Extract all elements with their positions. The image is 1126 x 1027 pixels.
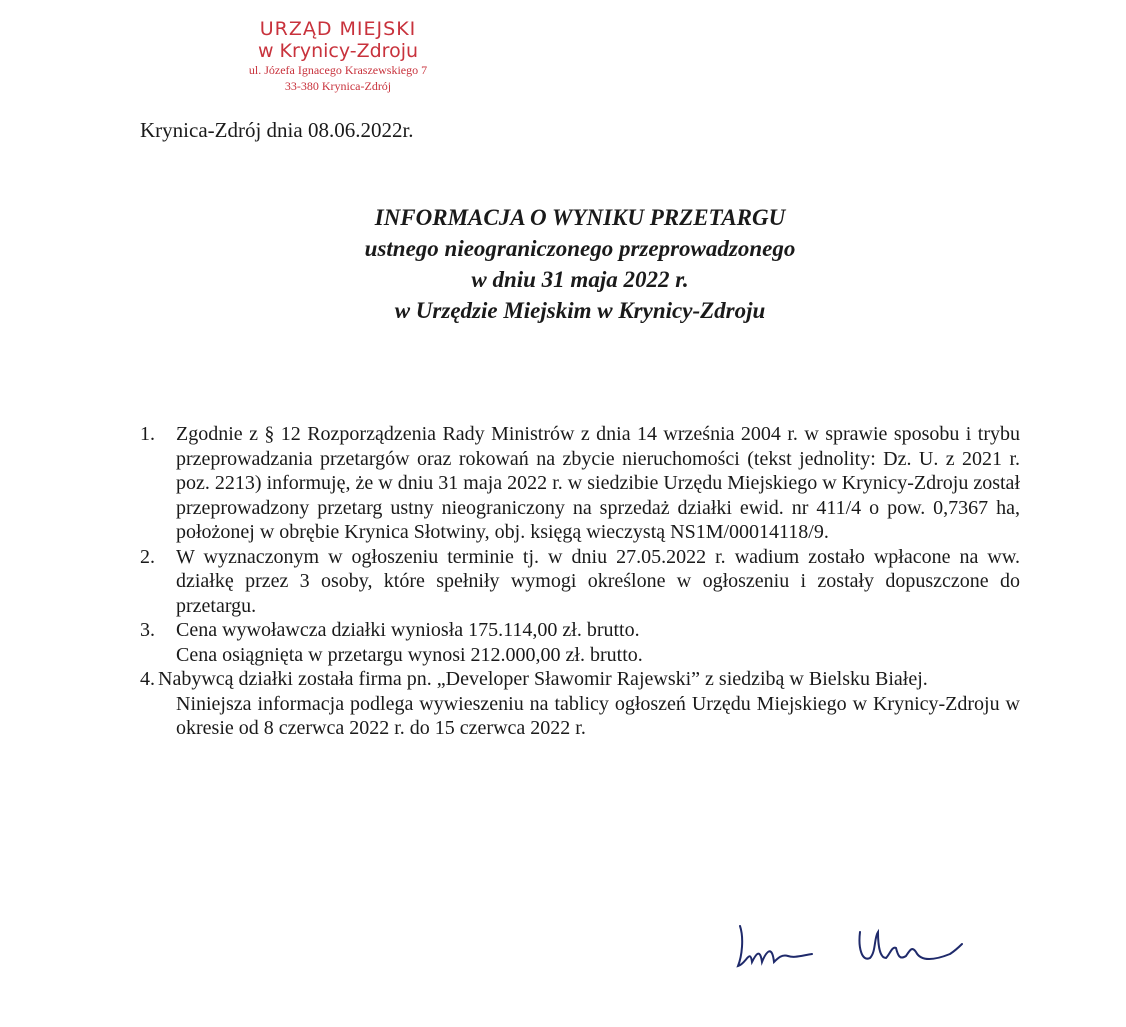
document-heading <box>200 202 960 326</box>
stamp-line-2: w Krynicy-Zdroju <box>257 40 419 62</box>
stamp-line-1: URZĄD MIEJSKI <box>259 18 417 40</box>
heading-line-1: INFORMACJA O WYNIKU PRZETARGU <box>374 205 786 230</box>
heading-line-4: w Urzędzie Miejskim w Krynicy-Zdroju <box>394 298 766 323</box>
heading-line-3: w dniu 31 maja 2022 r. <box>471 267 689 292</box>
closing-paragraph: Niniejsza informacja podlega wywieszeniu na tablicy ogłoszeń Urzędu Miejskiego w Krynicy-Zdroju w okresie od 8 czerwca 2022 r. do 15 czerwca 2022 r. <box>176 692 1020 739</box>
item-text: Cena wywoławcza działki wyniosła 175.114,00 zł. brutto. <box>176 619 640 641</box>
item-number: 3. <box>140 619 155 641</box>
stamp-line-4: 33-380 Krynica-Zdrój <box>284 79 392 93</box>
document-body <box>140 422 1020 741</box>
list-item <box>140 667 1020 692</box>
list-item <box>140 618 1020 667</box>
signature-1 <box>722 918 832 978</box>
list-item <box>140 422 1020 545</box>
item-text: Nabywcą działki została firma pn. „Developer Sławomir Rajewski” z siedzibą w Bielsku Białej. <box>158 668 928 690</box>
list-item <box>140 545 1020 619</box>
office-stamp <box>188 18 488 94</box>
item-text-secondary: Cena osiągnięta w przetargu wynosi 212.000,00 zł. brutto. <box>176 643 643 666</box>
item-number: 2. <box>140 545 155 568</box>
date-line: Krynica-Zdrój dnia 08.06.2022r. <box>140 118 414 142</box>
item-text: Zgodnie z § 12 Rozporządzenia Rady Ministrów z dnia 14 września 2004 r. w sprawie sposobu i trybu przeprowadzania przetargów oraz rokowań na zbycie nieruchomości (tekst jednolity: Dz. U. z 2021 r. poz. 2213) informuję, że w dniu 31 maja 2022 r. w siedzibie Urzędu Miejskiego w Krynicy-Zdroju został przeprowadzony przetarg ustny nieograniczony na sprzedaż działki ewid. nr 411/4 o pow. 0,7367 ha, położonej w obrębie Krynica Słotwiny, obj. księgą wieczystą NS1M/00014118/9. <box>176 423 1020 543</box>
item-number: 4. <box>140 668 155 690</box>
signature-2 <box>850 918 970 978</box>
item-text: W wyznaczonym w ogłoszeniu terminie tj. w dniu 27.05.2022 r. wadium zostało wpłacone na ww. działkę przez 3 osoby, które spełniły wymogi określone w ogłoszeniu i zostały dopuszczone do przetargu. <box>176 545 1020 617</box>
stamp-line-3: ul. Józefa Ignacego Kraszewskiego 7 <box>248 63 428 77</box>
item-number: 1. <box>140 423 155 445</box>
heading-line-2: ustnego nieograniczonego przeprowadzonego <box>364 236 796 261</box>
